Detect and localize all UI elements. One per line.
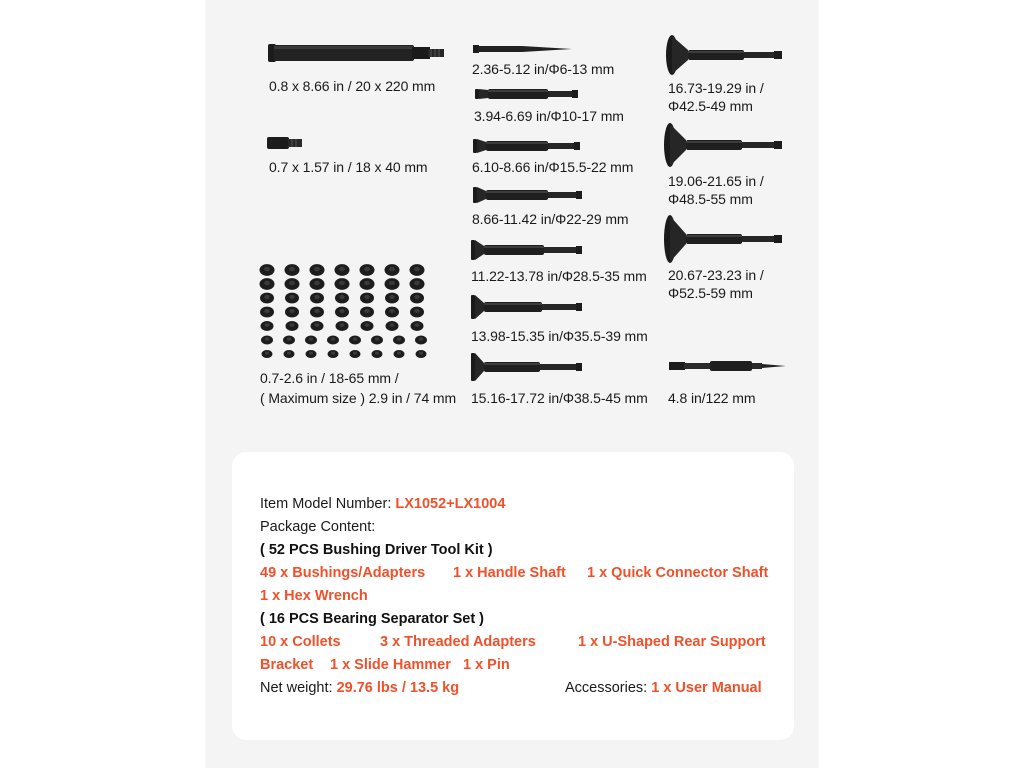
kit2-item: Bracket xyxy=(260,657,314,673)
net-weight-label: Net weight: xyxy=(260,680,337,696)
kit1-item: 1 x Handle Shaft xyxy=(453,565,566,581)
kit2-item: 1 x Pin xyxy=(463,657,510,673)
collet-8-label-line1: 16.73-19.29 in / xyxy=(668,80,764,96)
collet-9-image xyxy=(662,122,784,168)
bushings-label-line2: ( Maximum size ) 2.9 in / 74 mm xyxy=(260,390,457,406)
kit2-title: ( 16 PCS Bearing Separator Set ) xyxy=(260,611,485,627)
accessories-label: Accessories: xyxy=(565,680,652,696)
collet-3-image xyxy=(472,136,582,156)
kit1-item: 49 x Bushings/Adapters xyxy=(260,565,426,581)
kit2-item: 10 x Collets xyxy=(260,634,341,650)
collet-5-image xyxy=(470,237,584,263)
quick-connector-image xyxy=(266,136,306,150)
package-info-card xyxy=(232,452,794,740)
collet-7-image xyxy=(470,350,584,384)
collet-2-image xyxy=(474,86,580,102)
collet-9-label-line2: Φ48.5-55 mm xyxy=(668,191,753,207)
accessories-line xyxy=(565,678,762,698)
kit2-item: 1 x Slide Hammer xyxy=(330,657,451,673)
collet-1-label: 2.36-5.12 in/Φ6-13 mm xyxy=(472,61,615,77)
collet-8-label-line2: Φ42.5-49 mm xyxy=(668,98,753,114)
net-weight-line xyxy=(260,678,459,698)
kit1-item: 1 x Quick Connector Shaft xyxy=(587,565,769,581)
bushings-adapters-image xyxy=(258,262,438,362)
accessories-value: 1 x User Manual xyxy=(651,680,762,696)
quick-connector-label: 0.7 x 1.57 in / 18 x 40 mm xyxy=(269,159,428,175)
kit2-item: 3 x Threaded Adapters xyxy=(380,634,536,650)
slide-hammer-label: 4.8 in/122 mm xyxy=(668,390,756,406)
bushings-label-line1: 0.7-2.6 in / 18-65 mm / xyxy=(260,370,399,386)
collet-10-label-line1: 20.67-23.23 in / xyxy=(668,267,764,283)
collet-6-image xyxy=(470,292,584,322)
handle-shaft-label: 0.8 x 8.66 in / 20 x 220 mm xyxy=(269,78,436,94)
model-number-line xyxy=(260,494,505,514)
kit2-item: 1 x U-Shaped Rear Support xyxy=(578,634,766,650)
kit1-title: ( 52 PCS Bushing Driver Tool Kit ) xyxy=(260,542,493,558)
collet-10-label-line2: Φ52.5-59 mm xyxy=(668,285,753,301)
collet-9-label-line1: 19.06-21.65 in / xyxy=(668,173,764,189)
collet-7-label: 15.16-17.72 in/Φ38.5-45 mm xyxy=(471,390,648,406)
collet-5-label: 11.22-13.78 in/Φ28.5-35 mm xyxy=(471,268,647,284)
collet-2-label: 3.94-6.69 in/Φ10-17 mm xyxy=(474,108,624,124)
handle-shaft-image xyxy=(266,42,446,64)
collet-1-image xyxy=(472,42,574,56)
slide-hammer-image xyxy=(668,356,788,376)
collet-4-image xyxy=(472,184,584,206)
model-number-value: LX1052+LX1004 xyxy=(395,496,506,512)
collet-10-image xyxy=(662,214,784,264)
package-content-label: Package Content: xyxy=(260,519,376,535)
collet-3-label: 6.10-8.66 in/Φ15.5-22 mm xyxy=(472,159,634,175)
model-number-label: Item Model Number: xyxy=(260,496,396,512)
collet-4-label: 8.66-11.42 in/Φ22-29 mm xyxy=(472,211,629,227)
collet-6-label: 13.98-15.35 in/Φ35.5-39 mm xyxy=(471,328,648,344)
collet-8-image xyxy=(664,34,784,76)
net-weight-value: 29.76 lbs / 13.5 kg xyxy=(336,680,460,696)
kit1-item: 1 x Hex Wrench xyxy=(260,588,368,604)
